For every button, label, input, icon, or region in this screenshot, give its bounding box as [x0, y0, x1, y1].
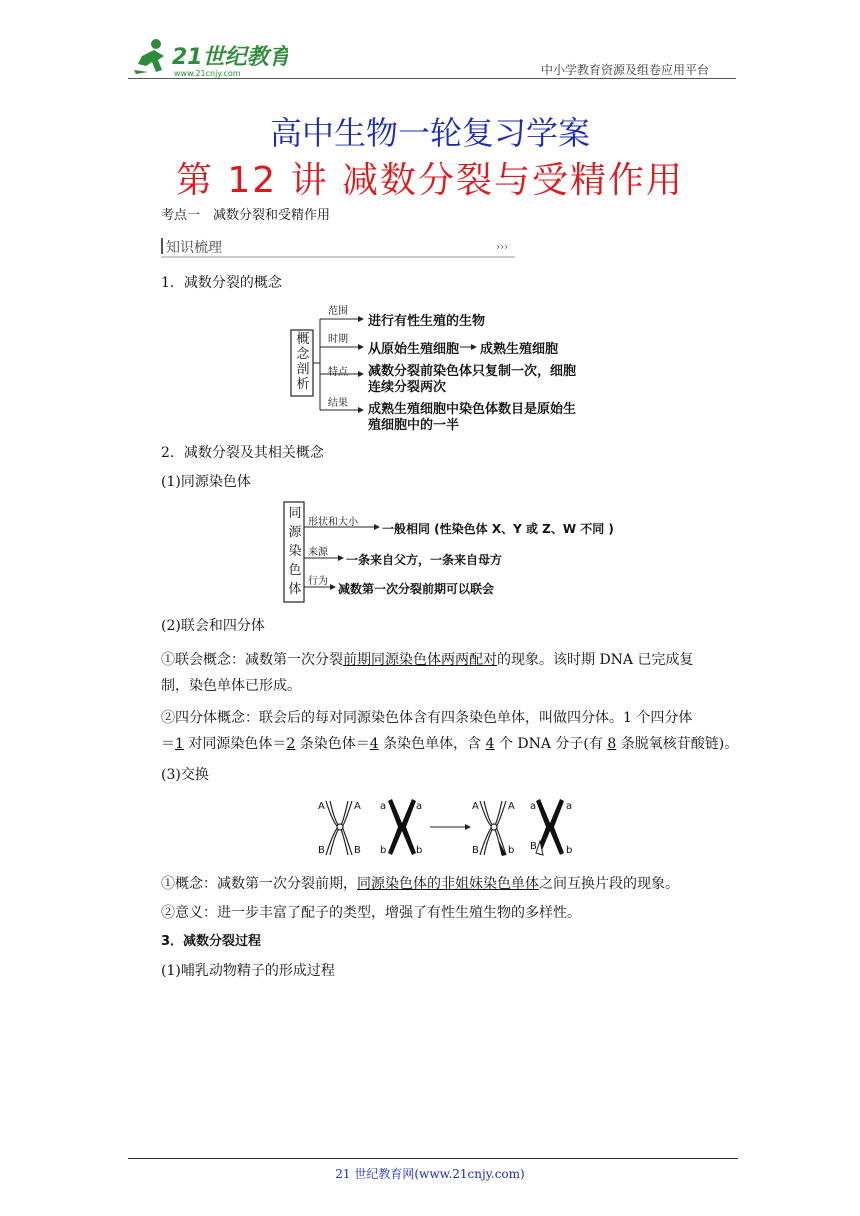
gene-label: b: [508, 845, 515, 856]
answer-blank: 1: [175, 736, 184, 752]
label-shiqi: 时期: [328, 334, 348, 345]
s1-heading: 1．减数分裂的概念: [161, 275, 282, 291]
text: 之间互换片段的现象。: [539, 876, 679, 892]
box-char: 染: [288, 544, 302, 559]
crossover-significance: ②意义：进一步丰富了配子的类型，增强了有性生殖生物的多样性。: [161, 905, 581, 921]
answer-blank: 同源染色体两两配对: [371, 652, 497, 668]
label-shape: 形状和大小: [308, 517, 358, 528]
text: 对同源染色体＝: [183, 736, 287, 752]
gene-label: A: [472, 801, 479, 812]
footer-text: 21 世纪教育网(www.21cnjy.com): [335, 1167, 525, 1181]
synapsis-paragraph: [161, 647, 741, 699]
period-start: 从原始生殖细胞: [368, 342, 460, 357]
label-behavior: 行为: [308, 576, 328, 587]
text: 制，染色单体已形成。: [161, 678, 301, 694]
period-end: 成熟生殖细胞: [480, 342, 559, 357]
answer-blank: 前期: [343, 652, 371, 668]
text: ①概念：减数第一次分裂前期，: [161, 876, 357, 892]
source-text: 一条来自父方，一条来自母方: [346, 553, 503, 567]
behavior-text: 减数第一次分裂前期可以联会: [338, 582, 495, 596]
crossover-concept: [161, 874, 679, 894]
doc-title: 高中生物一轮复习学案: [269, 114, 590, 152]
gene-label: a: [416, 801, 423, 812]
answer-blank: 2: [286, 736, 296, 752]
s2-sub2: (2)联会和四分体: [161, 618, 265, 634]
s3-heading: 3．减数分裂过程: [161, 934, 262, 949]
s3-sub1: (1)哺乳动物精子的形成过程: [161, 963, 335, 979]
label-fanwei: 范围: [328, 306, 348, 317]
label-jieguo: 结果: [328, 398, 348, 409]
text: ＝: [161, 736, 175, 752]
gene-label: B: [472, 845, 479, 856]
label-tedian: 特点: [328, 367, 348, 378]
gene-label: B: [354, 845, 361, 856]
box-char: 析: [296, 377, 310, 392]
feature-line2: 连续分裂两次: [368, 380, 447, 395]
s2-sub3: (3)交换: [161, 767, 209, 783]
text: 的现象。该时期 DNA 已完成复: [497, 652, 694, 668]
gene-label: a: [530, 801, 537, 812]
box-char: 色: [288, 563, 302, 578]
gene-label: A: [508, 801, 515, 812]
box-char: 体: [288, 582, 302, 597]
crossover-figure: [300, 793, 590, 863]
text: 条染色单体，含: [378, 736, 486, 752]
box-char: 念: [296, 347, 310, 362]
text: 条脱氧核苷酸链)。: [616, 736, 739, 752]
footer-divider: [128, 1158, 738, 1159]
gene-label: a: [380, 801, 387, 812]
homolog-diagram: [282, 500, 622, 606]
gene-label: A: [354, 801, 361, 812]
s2-heading: 2．减数分裂及其相关概念: [161, 445, 324, 461]
site-logo: [128, 36, 288, 80]
gene-label: b: [566, 845, 573, 856]
box-char: 剖: [296, 362, 310, 377]
concept-diagram: [288, 300, 608, 435]
lecture-title: 第 12 讲 减数分裂与受精作用: [175, 160, 685, 201]
feature-line1: 减数分裂前染色体只复制一次，细胞: [368, 364, 577, 379]
result-line2: 殖细胞中的一半: [368, 418, 460, 433]
gene-label: B: [318, 845, 325, 856]
label-source: 来源: [308, 547, 328, 558]
header-divider: [128, 78, 736, 79]
logo-url: www.21cnjy.com: [174, 69, 241, 78]
s2-sub1: (1)同源染色体: [161, 474, 251, 490]
shape-text: 一般相同 (性染色体 X、Y 或 Z、W 不同 ): [382, 522, 614, 536]
answer-blank: 4: [369, 736, 379, 752]
text: ②四分体概念：联会后的每对同源染色体含有四条染色单体，叫做四分体。1 个四分体: [161, 710, 693, 726]
answer-blank: 同源染色体的非姐妹染色单体: [357, 876, 539, 892]
scope-text: 进行有性生殖的生物: [368, 314, 486, 329]
text: 条染色体＝: [295, 736, 370, 752]
gene-label: A: [318, 801, 325, 812]
text: ①联会概念：减数第一次分裂: [161, 652, 343, 668]
box-char: 源: [288, 525, 302, 540]
section-label: 知识梳理: [166, 240, 222, 256]
kaodian-heading: 考点一 减数分裂和受精作用: [161, 208, 331, 223]
gene-label: b: [416, 845, 423, 856]
text: 个 DNA 分子(有: [494, 736, 608, 752]
logo-text: 21世纪教育: [172, 45, 288, 70]
tetrad-paragraph: [161, 705, 741, 757]
section-arrow-icon: ›››: [496, 242, 508, 253]
answer-blank: 8: [607, 736, 617, 752]
answer-blank: 4: [485, 736, 495, 752]
platform-text: 中小学教育资源及组卷应用平台: [541, 63, 710, 77]
gene-label: B: [530, 841, 537, 852]
box-char: 同: [288, 506, 302, 521]
gene-label: a: [566, 801, 573, 812]
gene-label: b: [380, 845, 387, 856]
result-line1: 成熟生殖细胞中染色体数目是原始生: [368, 402, 577, 417]
box-char: 概: [296, 332, 310, 347]
